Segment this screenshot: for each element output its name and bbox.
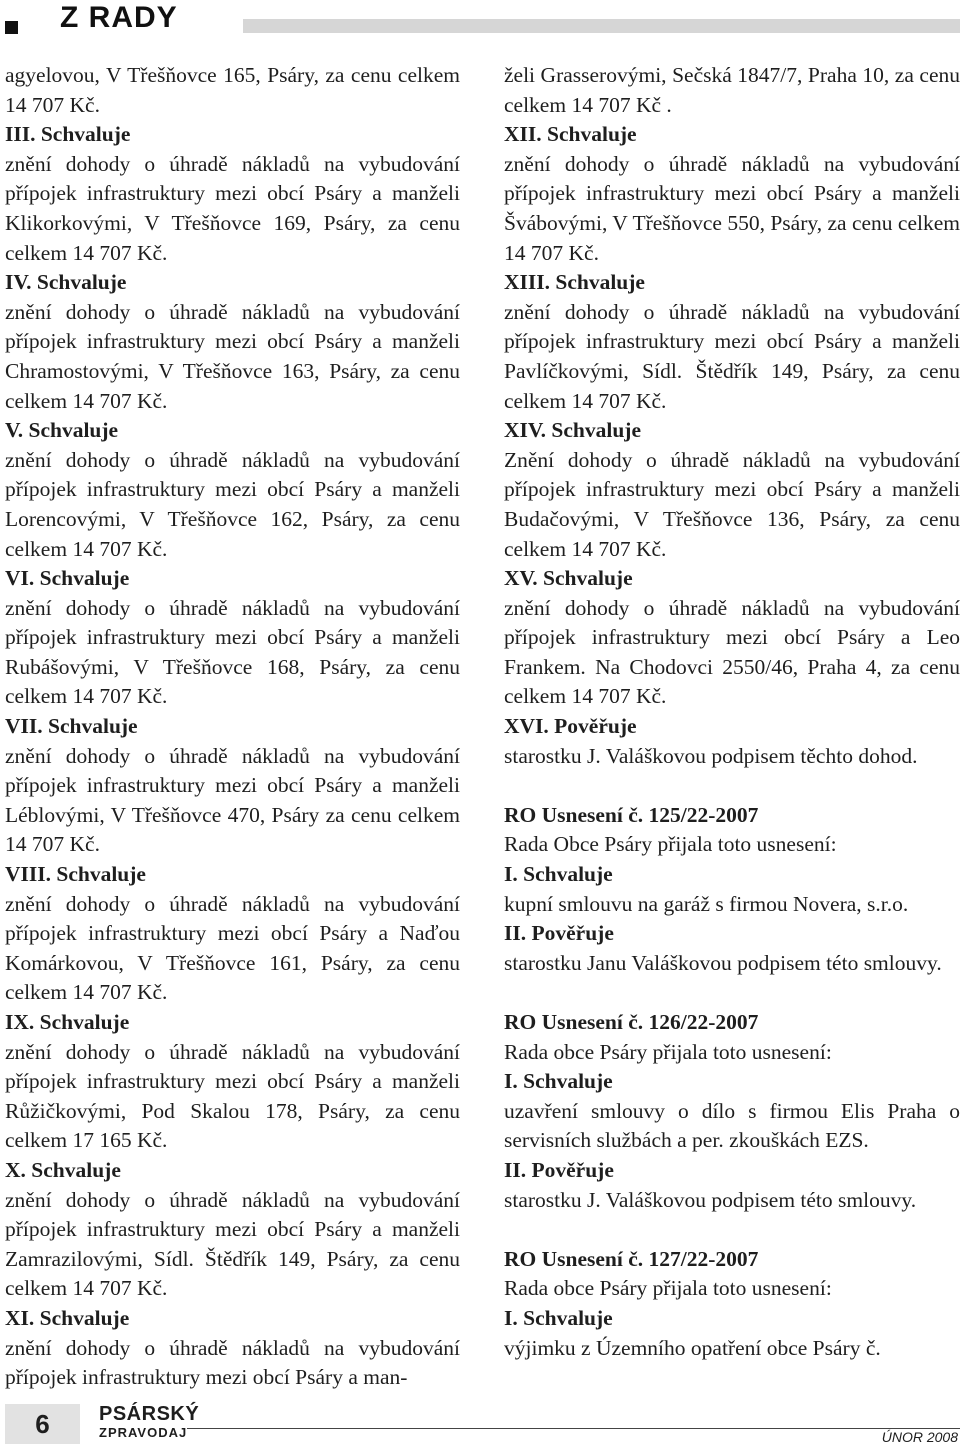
footer-divider (187, 1428, 960, 1429)
spacer (504, 1215, 960, 1245)
resolution-heading: XIII. Schvaluje (504, 270, 645, 295)
resolution-text: želi Grasserovými, Sečská 1847/7, Praha 10, za cenu celkem 14 707 Kč . (504, 63, 960, 117)
header-square-mark (5, 21, 18, 34)
section-title: Z RADY (60, 1, 178, 34)
resolution-text: znění dohody o úhradě nákladů na vybudování přípojek infrastruktury mezi obcí Psáry a manželi Švábovými, V Třešňovce 550, Psáry, za cenu celkem 14 707 Kč. (504, 151, 960, 265)
resolution-heading: XIV. Schvaluje (504, 418, 641, 443)
resolution-heading: VIII. Schvaluje (5, 862, 146, 887)
resolution-heading: IV. Schvaluje (5, 270, 127, 295)
issue-date: ÚNOR 2008 (881, 1429, 958, 1445)
resolution-heading: XII. Schvaluje (504, 122, 637, 147)
resolution-text: znění dohody o úhradě nákladů na vybudování přípojek infrastruktury mezi obcí Psáry a manželi Rubášovými, V Třešňovce 168, Psáry, za cenu celkem 14 707 Kč. (5, 595, 460, 709)
resolution-text: znění dohody o úhradě nákladů na vybudování přípojek infrastruktury mezi obcí Psáry a manželi Růžičkovými, Pod Skalou 178, Psáry, za cenu celkem 17 165 Kč. (5, 1039, 460, 1153)
resolution-text: znění dohody o úhradě nákladů na vybudování přípojek infrastruktury mezi obcí Psáry a Leo Frankem. Na Chodovci 2550/46, Praha 4, za cenu celkem 14 707 Kč. (504, 595, 960, 709)
resolution-text: Rada obce Psáry přijala toto usnesení: (504, 1039, 832, 1064)
resolution-text: starostku J. Valáškovou podpisem této smlouvy. (504, 1187, 917, 1212)
resolution-text: znění dohody o úhradě nákladů na vybudování přípojek infrastruktury mezi obcí Psáry a manželi Léblovými, V Třešňovce 470, Psáry za cenu celkem 14 707 Kč. (5, 743, 460, 857)
resolution-heading: I. Schvaluje (504, 1069, 613, 1094)
resolution-text: starostku J. Valáškovou podpisem těchto dohod. (504, 743, 918, 768)
resolution-heading: I. Schvaluje (504, 1305, 613, 1330)
resolution-heading: V. Schvaluje (5, 418, 119, 443)
resolution-text: kupní smlouvu na garáž s firmou Novera, s.r.o. (504, 891, 909, 916)
publication-logo-line2: ZPRAVODAJ (99, 1425, 188, 1440)
spacer (504, 771, 960, 801)
resolution-text: znění dohody o úhradě nákladů na vybudování přípojek infrastruktury mezi obcí Psáry a manželi Klikorkovými, V Třešňovce 169, Psáry, za cenu celkem 14 707 Kč. (5, 151, 460, 265)
resolution-text: znění dohody o úhradě nákladů na vybudování přípojek infrastruktury mezi obcí Psáry a manželi Pavlíčkovými, Sídl. Štědřík 149, Psáry, za cenu celkem 14 707 Kč. (504, 299, 960, 413)
spacer (504, 978, 960, 1008)
right-column (504, 61, 960, 1363)
resolution-text: znění dohody o úhradě nákladů na vybudování přípojek infrastruktury mezi obcí Psáry a manželi Chramostovými, V Třešňovce 163, Psáry, za cenu celkem 14 707 Kč. (5, 299, 460, 413)
resolution-text: agyelovou, V Třešňovce 165, Psáry, za cenu celkem 14 707 Kč. (5, 63, 460, 117)
publication-logo-line1: PSÁRSKÝ (99, 1403, 200, 1425)
page-footer (0, 1400, 960, 1448)
resolution-text: znění dohody o úhradě nákladů na vybudování přípojek infrastruktury mezi obcí Psáry a manželi Lorencovými, V Třešňovce 162, Psáry, za cenu celkem 14 707 Kč. (5, 447, 460, 561)
resolution-text: znění dohody o úhradě nákladů na vybudování přípojek infrastruktury mezi obcí Psáry a man- (5, 1335, 460, 1390)
resolution-heading: III. Schvaluje (5, 122, 131, 147)
resolution-heading: VII. Schvaluje (5, 714, 138, 739)
page-header (0, 0, 960, 46)
resolution-heading: RO Usnesení č. 126/22-2007 (504, 1010, 759, 1034)
resolution-heading: X. Schvaluje (5, 1157, 121, 1182)
resolution-text: Znění dohody o úhradě nákladů na vybudování přípojek infrastruktury mezi obcí Psáry a manželi Budačovými, V Třešňovce 136, Psáry, za cenu celkem 14 707 Kč. (504, 447, 960, 561)
resolution-heading: XV. Schvaluje (504, 566, 633, 591)
resolution-text: znění dohody o úhradě nákladů na vybudování přípojek infrastruktury mezi obcí Psáry a manželi Zamrazilovými, Sídl. Štědřík 149, Psáry, za cenu celkem 14 707 Kč. (5, 1187, 460, 1301)
resolution-heading: XI. Schvaluje (5, 1305, 130, 1330)
page-number-box (5, 1404, 80, 1444)
resolution-heading: RO Usnesení č. 125/22-2007 (504, 802, 759, 827)
resolution-text: znění dohody o úhradě nákladů na vybudování přípojek infrastruktury mezi obcí Psáry a Naďou Komárkovou, V Třešňovce 161, Psáry, za cenu celkem 14 707 Kč. (5, 891, 460, 1005)
resolution-text: Rada Obce Psáry přijala toto usnesení: (504, 832, 837, 857)
resolution-text: uzavření smlouvy o dílo s firmou Elis Praha o servisních službách a per. zkouškách EZS. (504, 1098, 960, 1153)
resolution-heading: RO Usnesení č. 127/22-2007 (504, 1246, 759, 1271)
resolution-heading: IX. Schvaluje (5, 1010, 130, 1034)
resolution-heading: I. Schvaluje (504, 862, 613, 887)
resolution-text: starostku Janu Valáškovou podpisem této smlouvy. (504, 950, 942, 975)
resolution-heading: VI. Schvaluje (5, 566, 130, 591)
header-bar (243, 19, 960, 33)
resolution-text: výjimku z Územního opatření obce Psáry č. (504, 1335, 881, 1360)
left-column (5, 61, 460, 1393)
resolution-heading: II. Pověřuje (504, 921, 614, 946)
page-number: 6 (35, 1409, 50, 1439)
resolution-text: Rada obce Psáry přijala toto usnesení: (504, 1276, 832, 1301)
resolution-heading: II. Pověřuje (504, 1157, 614, 1182)
resolution-heading: XVI. Pověřuje (504, 714, 637, 739)
